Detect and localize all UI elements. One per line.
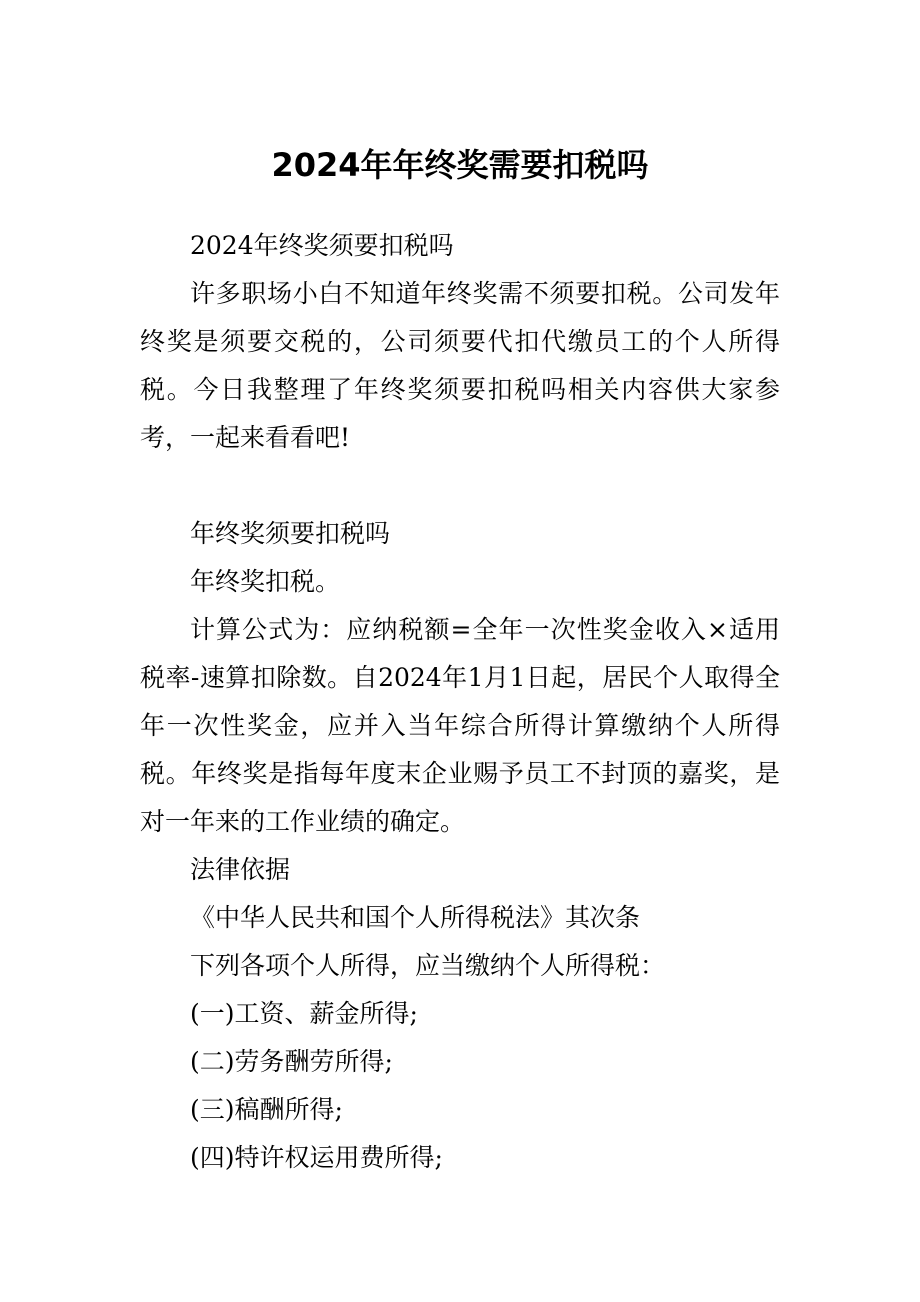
list-item: (四)特许权运用费所得;	[190, 1143, 443, 1172]
paragraph-subtitle: 2024年终奖须要扣税吗	[190, 231, 454, 260]
list-item: (二)劳务酬劳所得;	[190, 1047, 393, 1076]
list-item: (三)稿酬所得;	[190, 1095, 343, 1124]
paragraph-law-title: 《中华人民共和国个人所得税法》其次条	[190, 903, 641, 932]
paragraph-answer: 年终奖扣税。	[190, 567, 341, 596]
document-title: 2024年年终奖需要扣税吗	[271, 146, 649, 184]
paragraph-legal-basis: 法律依据	[190, 855, 291, 884]
paragraph-law-intro: 下列各项个人所得，应当缴纳个人所得税：	[190, 951, 666, 980]
paragraph-intro: 许多职场小白不知道年终奖需不须要扣税。公司发年终奖是须要交税的，公司须要代扣代缴员工的个人所得税。今日我整理了年终奖须要扣税吗相关内容供大家参考，一起来看看吧!	[140, 279, 780, 452]
paragraph-section-heading: 年终奖须要扣税吗	[190, 519, 391, 548]
document-body	[140, 222, 780, 1182]
paragraph-formula: 计算公式为：应纳税额=全年一次性奖金收入×适用税率-速算扣除数。自2024年1月1日起，居民个人取得全年一次性奖金，应并入当年综合所得计算缴纳个人所得税。年终奖是指每年度末企业赐予员工不封顶的嘉奖，是对一年来的工作业绩的确定。	[140, 615, 780, 836]
list-item: (一)工资、薪金所得;	[190, 999, 418, 1028]
